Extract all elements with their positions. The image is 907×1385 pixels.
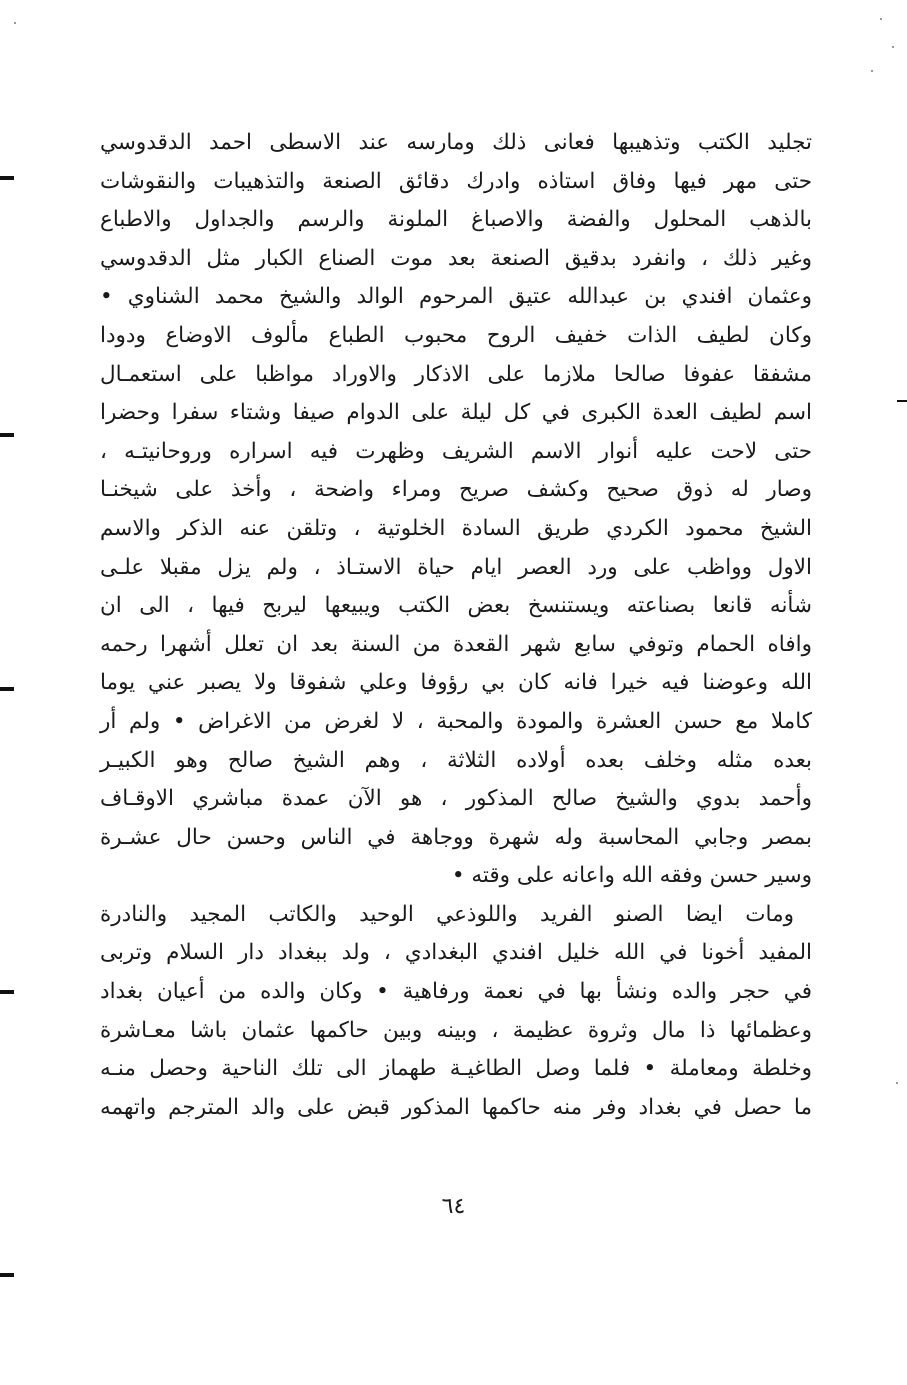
text-line: وكان لطيف الذات خفيف الروح محبوب الطباع مألوف الاوضاع ودودا [100, 322, 812, 348]
text-line: اسم لطيف العدة الكبرى في كل ليلة على الدوام صيفا وشتاء سفرا وحضرا [100, 400, 812, 426]
text-line: بعده مثله وخلف بعده أولاده الثلاثة ، وهم الشيخ صالح وهو الكبيـر [100, 747, 812, 773]
scan-edge-mark [0, 433, 14, 437]
text-line: وعظمائها ذا مال وثروة عظيمة ، وبينه وبين حاكمها عثمان باشا معـاشرة [100, 1017, 812, 1043]
page-number: ٦٤ [441, 1194, 466, 1219]
scan-speck [892, 46, 894, 48]
text-line: وعثمان افندي بن عبدالله عتيق المرحوم الوالد والشيخ محمد الشناوي • [100, 284, 812, 310]
text-line: شأنه قانعا بصناعته ويستنسخ بعض الكتب ويبيعها ليربح فيها ، الى ان [100, 593, 812, 619]
text-line: الاول وواظب على ورد العصر ايام حياة الاستـاذ ، ولم يزل مقبلا علـى [100, 554, 812, 580]
scan-speck [896, 1082, 898, 1084]
scan-speck [871, 70, 873, 72]
text-line: وسير حسن وفقه الله واعانه على وقته • [451, 863, 812, 889]
text-line: بالذهب المحلول والفضة والاصباغ الملونة والرسم والجداول والاطباع [100, 207, 812, 233]
body-text [100, 124, 812, 1127]
text-line: تجليد الكتب وتذهيبها فعانى ذلك ومارسه عند الاسطى احمد الدقدوسي [100, 130, 812, 155]
text-line: وخلطة ومعاملة • فلما وصل الطاغيـة طهماز الى تلك الناحية وحصل منـه [100, 1056, 812, 1082]
scan-edge-mark [0, 1273, 14, 1277]
text-line: مشفقا عفوفا صالحا ملازما على الاذكار والاوراد مواظبا على استعمـال [100, 361, 812, 387]
scan-edge-mark [0, 176, 14, 180]
scan-edge-mark [0, 990, 14, 994]
text-line: كاملا مع حسن العشرة والمودة والمحبة ، لا لغرض من الاغراض • ولم أر [100, 708, 813, 734]
text-line: الله وعوضنا فيه خيرا فانه كان بي رؤوفا وعلي شفوقا ولا يصبر عني يوما [100, 670, 812, 696]
text-line: وأحمد بدوي والشيخ صالح المذكور ، هو الآن عمدة مباشري الاوقـاف [100, 786, 812, 812]
text-line: حتى مهر فيها وفاق استاذه وادرك دقائق الصنعة والتذهيبات والنقوشات [100, 168, 812, 194]
text-line: الشيخ محمود الكردي طريق السادة الخلوتية ، وتلقن عنه الذكر والاسم [100, 515, 812, 541]
text-line: وصار له ذوق صحيح وكشف صريح ومراء واضحة ، وأخذ على شيخنـا [100, 477, 812, 503]
text-line: وغير ذلك ، وانفرد بدقيق الصنعة بعد موت الصناع الكبار مثل الدقدوسي [100, 245, 812, 271]
text-line: وافاه الحمام وتوفي سابع شهر القعدة من السنة بعد ان تعلل أشهرا رحمه [100, 631, 812, 657]
text-line: المفيد أخونا في الله خليل افندي البغدادي ، ولد ببغداد دار السلام وتربى [100, 940, 812, 966]
scan-speck [14, 22, 16, 24]
text-line: ومات ايضا الصنو الفريد واللوذعي الوحيد والكاتب المجيد والنادرة [100, 901, 794, 927]
text-line: ما حصل في بغداد وفر منه حاكمها المذكور قبض على والد المترجم واتهمه [100, 1094, 812, 1120]
scan-speck [880, 18, 882, 20]
paragraph-2 [100, 896, 812, 1128]
scan-edge-mark [0, 687, 14, 691]
text-line: بمصر وجابي المحاسبة وله شهرة ووجاهة في الناس وحسن حال عشـرة [100, 824, 812, 850]
text-line: حتى لاحت عليه أنوار الاسم الشريف وظهرت فيه اسراره وروحانيتـه ، [100, 438, 812, 464]
text-line: في حجر والده ونشأ بها في نعمة ورفاهية • وكان والده من أعيان بغداد [100, 979, 812, 1005]
paragraph-1 [100, 124, 812, 896]
scan-edge-mark [897, 400, 907, 402]
